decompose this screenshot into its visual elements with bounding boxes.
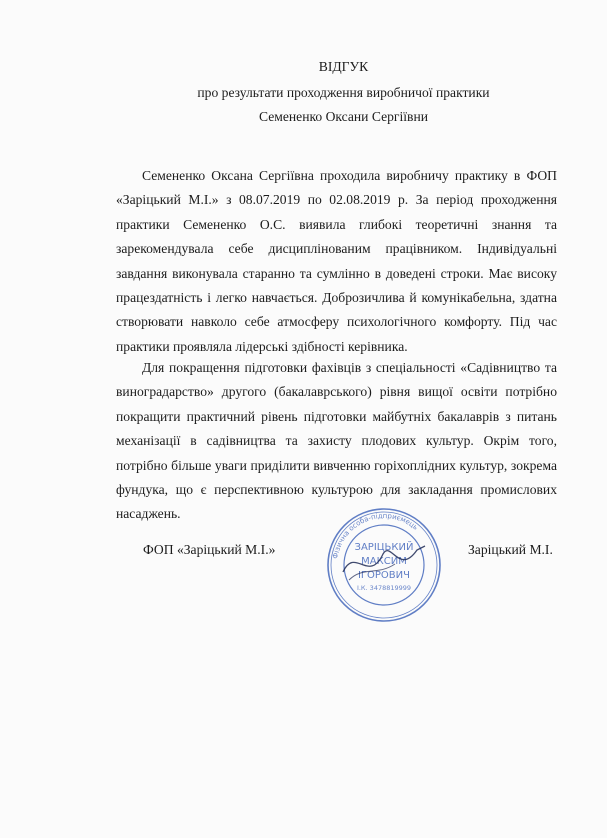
document-subtitle: про результати проходження виробничої практики [197, 85, 490, 100]
stamp-code: І.К. 3478819999 [356, 584, 412, 592]
signature-person: Заріцький М.І. [468, 542, 553, 557]
stamp-line-3: ІГОРОВИЧ [357, 570, 411, 581]
stamp-line-1: ЗАРІЦЬКИЙ [354, 542, 414, 553]
official-stamp-icon [325, 506, 443, 624]
review-paragraph-1 [116, 164, 557, 359]
stamp-line-2: МАКСИМ [361, 556, 407, 567]
review-paragraph-2 [116, 356, 557, 527]
stamp-ring-text: Фізична особа-підприємець [331, 511, 420, 560]
paragraph-text: Семененко Оксана Сергіївна проходила виробничу практику в ФОП «Заріцький М.І.» з 08.07.2019 по 02.08.2019 р. За період проходження практики Семененко О.С. виявила глибокі теоретичні знання та зарекомендувала себе дисциплінованим працівником. Індивідуальні завдання виконувала старанно та сумлінно в доведені строки. Має високу працездатність і легко навчається. Доброзичлива й комунікабельна, здатна створювати навколо себе атмосферу психологічного комфорту. Під час практики проявляла лідерські здібності керівника. [116, 168, 557, 354]
document-title: ВІДГУК [318, 59, 369, 74]
student-name: Семененко Оксани Сергіївни [258, 109, 429, 124]
paragraph-text: Для покращення підготовки фахівців з спеціальності «Садівництво та виноградарство» другого (бакалаврського) рівня вищої освіти потрібно покращити практичний рівень підготовки майбутніх бакалаврів з питань механізації в садівництва та захисту плодових культур. Окрім того, потрібно більше уваги приділити вивченню горіхоплідних культур, зокрема фундука, що є перспективною культурою для закладання промислових насаджень. [116, 360, 557, 522]
signature-organization: ФОП «Заріцький М.І.» [143, 542, 276, 557]
